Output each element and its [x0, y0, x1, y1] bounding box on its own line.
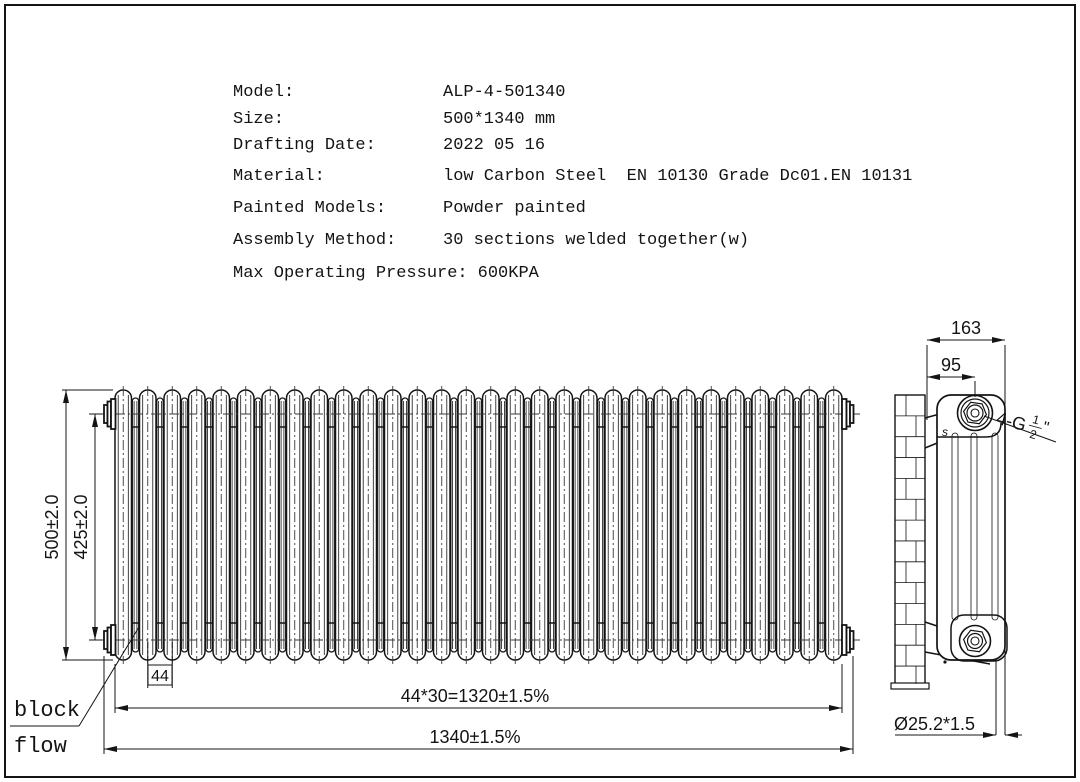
- spec-label: Max Operating Pressure:: [233, 264, 468, 283]
- spec-value: low Carbon Steel EN 10130 Grade Dc01.EN 10131: [443, 167, 913, 186]
- radiator-neck: [132, 398, 138, 652]
- callout-text-flow: flow: [14, 734, 67, 759]
- side-profile: [937, 395, 1007, 664]
- radiator-neck: [720, 398, 726, 652]
- spec-value: 500*1340 mm: [443, 110, 556, 129]
- thread-fraction-denominator: 2: [1028, 426, 1039, 443]
- spec-value: 600KPA: [477, 264, 539, 283]
- weld-dot: [943, 660, 946, 663]
- dim-height-centers: 425±2.0: [71, 494, 91, 560]
- top-connection: [958, 396, 993, 431]
- radiator-neck: [598, 398, 604, 652]
- spec-row-assembly-method: [233, 231, 749, 250]
- radiator-neck: [524, 398, 530, 652]
- spec-value: Powder painted: [443, 199, 586, 218]
- spec-label: Size:: [233, 110, 285, 129]
- radiator-neck: [549, 398, 555, 652]
- wall-section: [891, 395, 929, 689]
- spec-label: Assembly Method:: [233, 231, 397, 250]
- spec-label: Model:: [233, 83, 295, 102]
- radiator-neck: [769, 398, 775, 652]
- spec-label: Painted Models:: [233, 199, 387, 218]
- callout-text-block: block: [14, 698, 81, 723]
- spec-label: Material:: [233, 167, 325, 186]
- radiator-neck: [426, 398, 432, 652]
- radiator-neck: [206, 398, 212, 652]
- spec-row-drafting-date: [233, 136, 545, 155]
- spec-value: 2022 05 16: [443, 136, 546, 155]
- radiator-neck: [279, 398, 285, 652]
- radiator-neck: [573, 398, 579, 652]
- radiator-neck: [181, 398, 187, 652]
- radiator-neck: [500, 398, 506, 652]
- spec-row-material: [233, 167, 912, 186]
- thread-label-suffix: ": [1040, 419, 1051, 438]
- thread-fraction-numerator: 1: [1030, 412, 1042, 428]
- radiator-neck: [402, 398, 408, 652]
- radiator-neck: [818, 398, 824, 652]
- weld-mark: s: [942, 425, 948, 439]
- spec-row-model: [233, 83, 565, 102]
- spec-label: Drafting Date:: [233, 136, 376, 155]
- radiator-neck: [157, 398, 163, 652]
- fitting-step: [111, 399, 116, 429]
- radiator-columns: [115, 386, 842, 664]
- radiator-neck: [451, 398, 457, 652]
- dim-length-overall: 1340±1.5%: [429, 727, 521, 747]
- radiator-neck: [230, 398, 236, 652]
- dim-connection-offset: 95: [940, 355, 962, 375]
- spec-row-max-pressure: [233, 264, 539, 283]
- fitting-step: [111, 625, 116, 655]
- dim-depth-overall: 163: [950, 318, 982, 338]
- radiator-neck: [328, 398, 334, 652]
- radiator-neck: [622, 398, 628, 652]
- spec-row-size: [233, 110, 555, 129]
- radiator-neck: [475, 398, 481, 652]
- spec-value: 30 sections welded together(w): [443, 231, 750, 250]
- radiator-neck: [304, 398, 310, 652]
- dim-height-overall: 500±2.0: [42, 494, 62, 560]
- radiator-neck: [794, 398, 800, 652]
- radiator-neck: [255, 398, 261, 652]
- radiator-neck: [745, 398, 751, 652]
- spec-value: ALP-4-501340: [443, 83, 566, 102]
- radiator-neck: [377, 398, 383, 652]
- fitting-step: [850, 405, 854, 423]
- fitting-step: [850, 631, 854, 649]
- side-view-radiator: [891, 395, 1007, 689]
- radiator-neck: [671, 398, 677, 652]
- bottom-connection: [960, 626, 991, 657]
- radiator-neck: [696, 398, 702, 652]
- dim-section-width: 44: [151, 668, 169, 685]
- tube-diameter-label: Ø25.2*1.5: [894, 714, 976, 734]
- thread-label-main: 4-G: [994, 407, 1029, 436]
- dim-sections-total: 44*30=1320±1.5%: [400, 686, 550, 706]
- radiator-neck: [353, 398, 359, 652]
- spec-row-painted-models: [233, 199, 586, 218]
- front-view-radiator: [97, 386, 860, 664]
- radiator-neck: [647, 398, 653, 652]
